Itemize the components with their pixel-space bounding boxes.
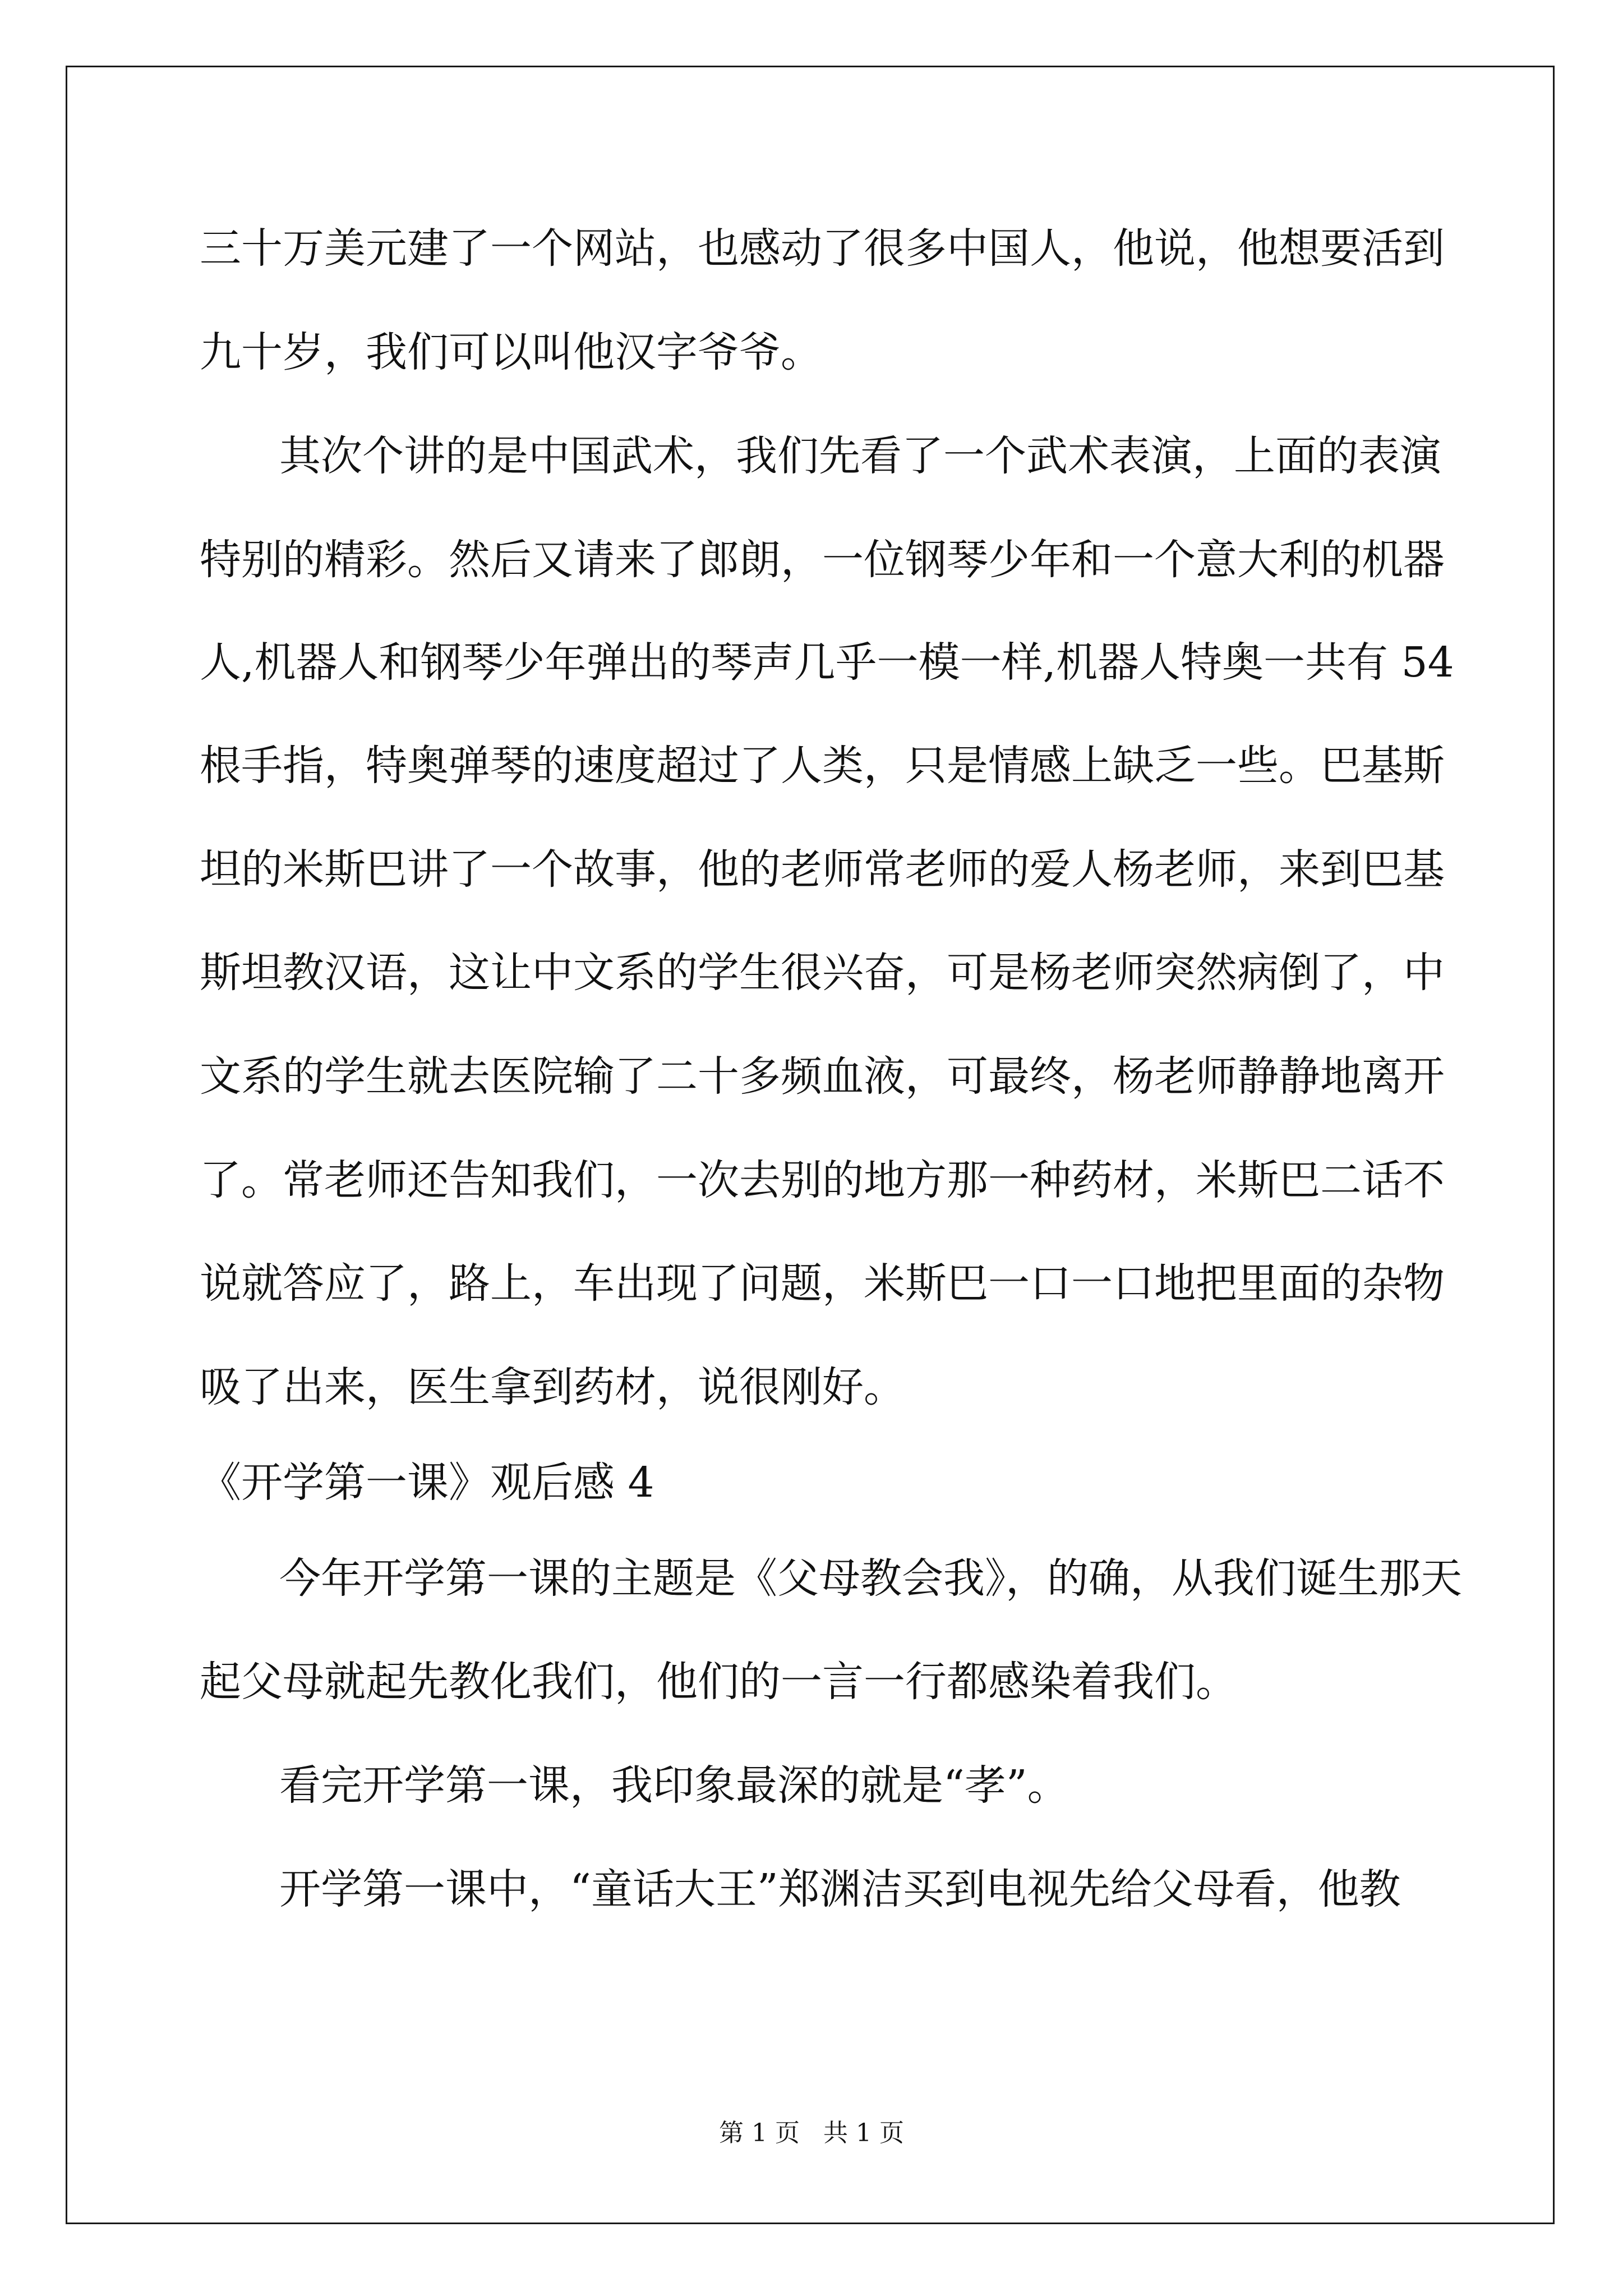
text-line-9: 文系的学生就去医院输了二十多频血液，可最终，杨老师静静地离开: [200, 1052, 1445, 1101]
text-line-5: 人,机器人和钢琴少年弹出的琴声几乎一模一样,机器人特奥一共有 54: [200, 638, 1454, 687]
text-line-6: 根手指，特奥弹琴的速度超过了人类，只是情感上缺乏一些。巴基斯: [200, 742, 1445, 790]
text-line-14: 今年开学第一课的主题是《父母教会我》，的确，从我们诞生那天: [279, 1554, 1462, 1603]
section-heading: 《开学第一课》观后感 4: [200, 1458, 654, 1507]
page-footer: 第 1 页 共 1 页: [719, 2119, 904, 2147]
text-line-4: 特别的精彩。然后又请来了郎朗，一位钢琴少年和一个意大利的机器: [200, 536, 1445, 584]
text-line-3: 其次个讲的是中国武术，我们先看了一个武术表演，上面的表演: [279, 432, 1441, 480]
text-line-10: 了。常老师还告知我们，一次去别的地方那一种药材，米斯巴二话不: [200, 1156, 1445, 1204]
text-line-16: 看完开学第一课，我印象最深的就是“孝”。: [279, 1761, 1069, 1810]
text-line-12: 吸了出来，医生拿到药材，说很刚好。: [200, 1363, 905, 1411]
text-line-2: 九十岁，我们可以叫他汉字爷爷。: [200, 328, 822, 376]
text-line-1: 三十万美元建了一个网站，也感动了很多中国人，他说，他想要活到: [200, 224, 1445, 273]
text-line-7: 坦的米斯巴讲了一个故事，他的老师常老师的爱人杨老师，来到巴基: [200, 845, 1445, 894]
text-line-17: 开学第一课中，“童话大王”郑渊洁买到电视先给父母看，他教: [279, 1865, 1401, 1913]
text-line-15: 起父母就起先教化我们，他们的一言一行都感染着我们。: [200, 1658, 1237, 1706]
text-line-8: 斯坦教汉语，这让中文系的学生很兴奋，可是杨老师突然病倒了，中: [200, 949, 1445, 997]
text-line-11: 说就答应了，路上，车出现了问题，米斯巴一口一口地把里面的杂物: [200, 1259, 1445, 1308]
